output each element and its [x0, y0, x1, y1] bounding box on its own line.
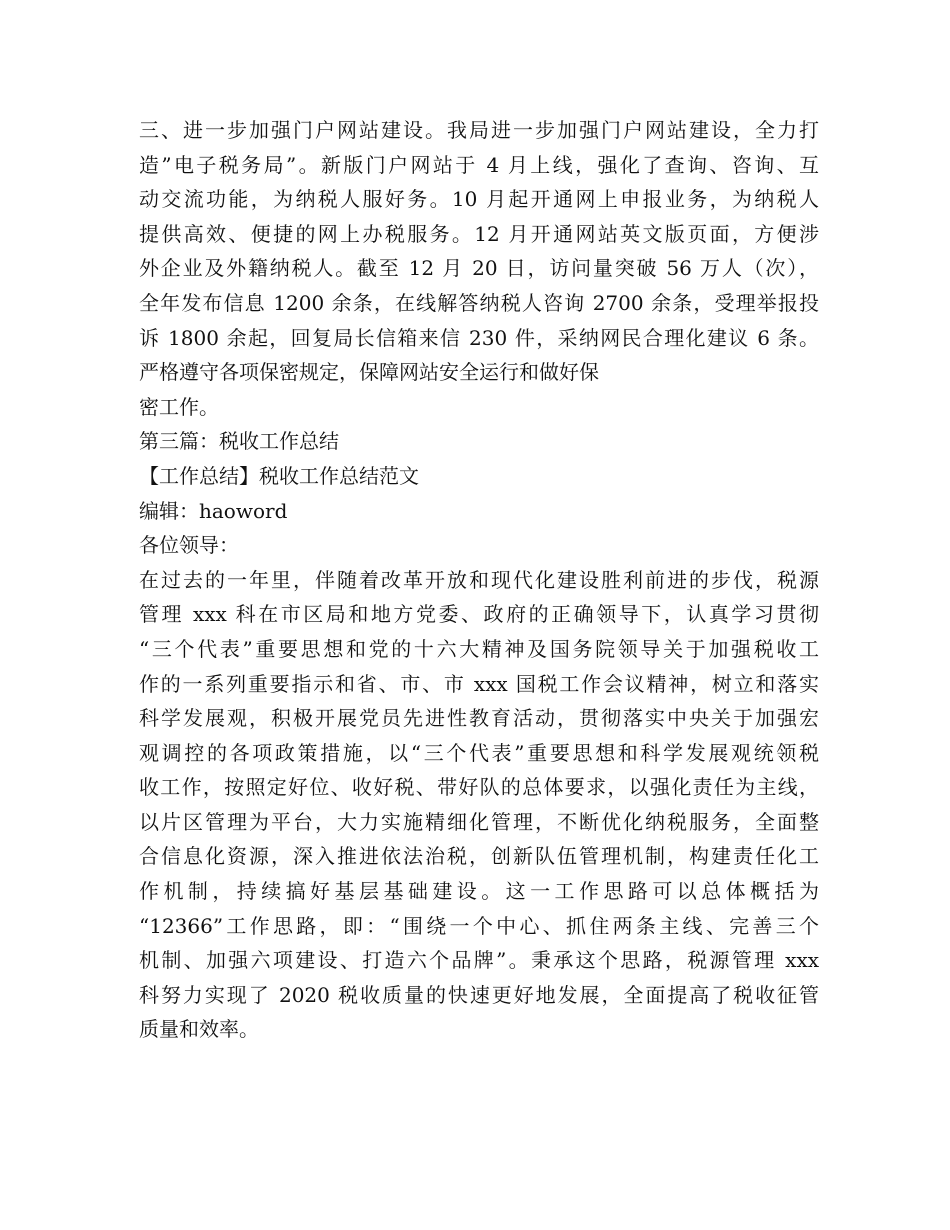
text-line: 外企业及外籍纳税人。截至 12 月 20 日，访问量突破 56 万人（次）， — [139, 256, 819, 281]
text-line: 以片区管理为平台，大力实施精细化管理，不断优化纳税服务，全面整 — [139, 809, 819, 834]
text-line: 机制、加强六项建设、打造六个品牌”。秉承这个思路，税源管理 xxx — [139, 948, 819, 973]
text-line: 作的一系列重要指示和省、市、市 xxx 国税工作会议精神，树立和落实 — [139, 671, 819, 696]
text-line: 质量和效率。 — [139, 1017, 259, 1042]
text-line: 诉 1800 余起，回复局长信箱来信 230 件，采纳网民合理化建议 6 条。 — [139, 325, 819, 350]
document-body — [139, 113, 819, 1047]
text-line: 造”电子税务局”。新版门户网站于 4 月上线，强化了查询、咨询、互 — [139, 152, 819, 177]
text-line: 观调控的各项政策措施，以“三个代表”重要思想和科学发展观统领税 — [139, 740, 819, 765]
text-line: 全年发布信息 1200 余条，在线解答纳税人咨询 2700 余条，受理举报投 — [139, 290, 819, 315]
text-line: “三个代表”重要思想和党的十六大精神及国务院领导关于加强税收工 — [139, 636, 819, 661]
text-line: 管理 xxx 科在市区局和地方党委、政府的正确领导下，认真学习贯彻 — [139, 602, 819, 627]
text-line: 【工作总结】税收工作总结范文 — [139, 463, 419, 488]
text-line: 编辑：haoword — [139, 498, 288, 523]
text-line: 各位领导： — [139, 533, 239, 558]
text-line: 动交流功能，为纳税人服好务。10 月起开通网上申报业务，为纳税人 — [139, 187, 819, 212]
text-line: 密工作。 — [139, 394, 219, 419]
text-line: 科努力实现了 2020 税收质量的快速更好地发展，全面提高了税收征管 — [139, 982, 819, 1007]
text-line: 科学发展观，积极开展党员先进性教育活动，贯彻落实中央关于加强宏 — [139, 706, 819, 731]
text-line: 提供高效、便捷的网上办税服务。12 月开通网站英文版页面，方便涉 — [139, 221, 819, 246]
text-line: 第三篇：税收工作总结 — [139, 429, 339, 454]
text-line: 严格遵守各项保密规定，保障网站安全运行和做好保 — [139, 360, 599, 385]
text-line: 在过去的一年里，伴随着改革开放和现代化建设胜利前进的步伐，税源 — [139, 567, 819, 592]
text-line: “12366”工作思路，即：“围绕一个中心、抓住两条主线、完善三个 — [139, 913, 819, 938]
text-line: 作机制，持续搞好基层基础建设。这一工作思路可以总体概括为 — [139, 879, 819, 904]
text-line: 合信息化资源，深入推进依法治税，创新队伍管理机制，构建责任化工 — [139, 844, 819, 869]
text-line: 三、进一步加强门户网站建设。我局进一步加强门户网站建设，全力打 — [139, 118, 819, 142]
text-line: 收工作，按照定好位、收好税、带好队的总体要求，以强化责任为主线， — [139, 775, 819, 800]
